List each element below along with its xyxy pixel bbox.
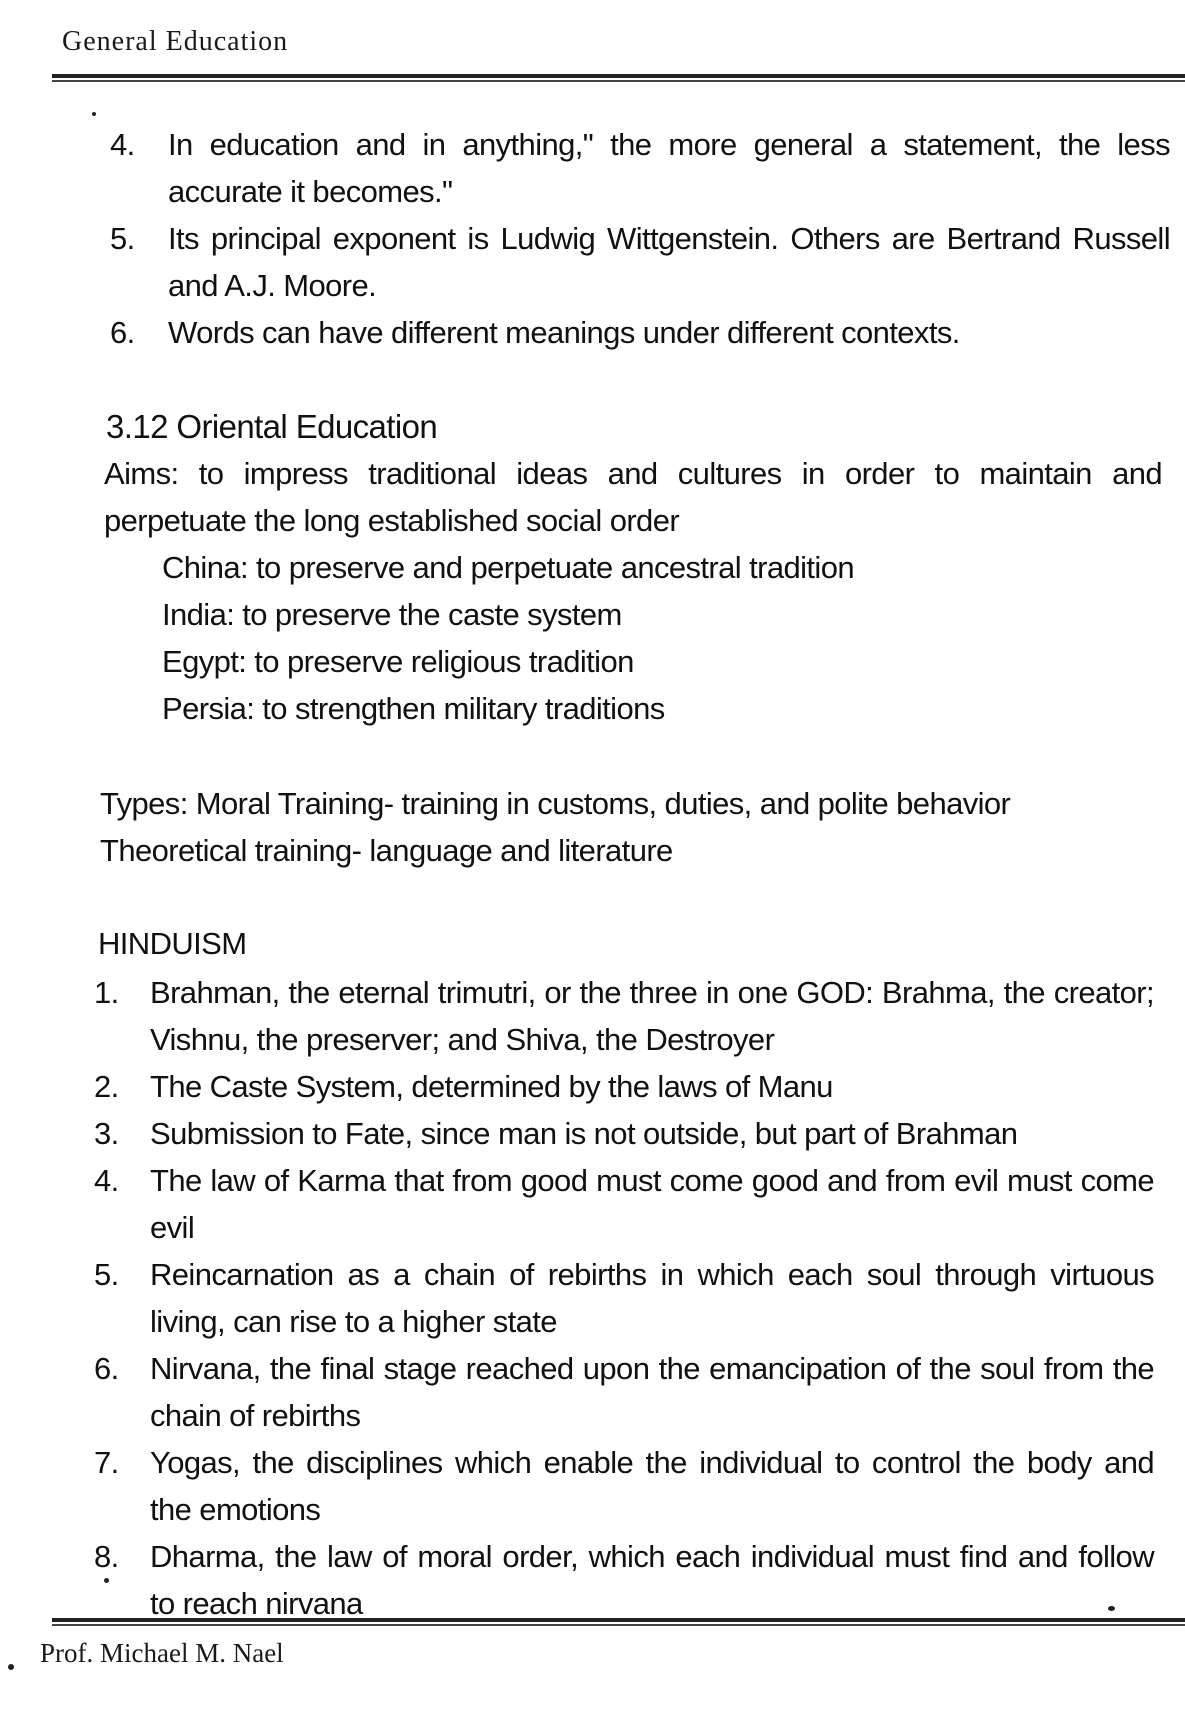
- list-item-number: 5.: [94, 1257, 119, 1292]
- list-item-number: 3.: [94, 1116, 119, 1151]
- list-item: [94, 1251, 1154, 1345]
- list-item-text: The law of Karma that from good must come good and from evil must come evil: [150, 1163, 1154, 1245]
- running-header-title: General Education: [62, 26, 289, 57]
- list-item-text: Nirvana, the final stage reached upon the emancipation of the soul from the chain of rebirths: [150, 1351, 1154, 1433]
- region-aim-item: Egypt: to preserve religious tradition: [162, 644, 634, 679]
- footer-author: Prof. Michael M. Nael: [40, 1638, 284, 1668]
- list-item-number: 7.: [94, 1445, 119, 1480]
- list-item: [94, 969, 1154, 1063]
- hinduism-numbered-list: [94, 969, 1154, 1627]
- list-item: [94, 1110, 1154, 1157]
- list-item: [110, 309, 1170, 356]
- list-item-number: 5.: [110, 221, 135, 256]
- list-item-text: Reincarnation as a chain of rebirths in which each soul through virtuous living, can rise to a higher state: [150, 1257, 1154, 1339]
- types-block: [100, 780, 1010, 874]
- list-item: [110, 215, 1170, 309]
- list-item-number: 2.: [94, 1069, 119, 1104]
- header-rule: [52, 74, 1185, 82]
- scan-speck: [8, 1664, 14, 1670]
- list-item-number: 4.: [94, 1163, 119, 1198]
- list-item-text: The Caste System, determined by the laws of Manu: [150, 1069, 833, 1104]
- scan-speck: [104, 1578, 109, 1583]
- list-item-number: 6.: [94, 1351, 119, 1386]
- region-aim-item: India: to preserve the caste system: [162, 597, 622, 632]
- region-aim-item: Persia: to strengthen military traditions: [162, 691, 665, 726]
- list-item: [94, 1439, 1154, 1533]
- list-item: [94, 1157, 1154, 1251]
- list-item: [94, 1345, 1154, 1439]
- types-line: Types: Moral Training- training in customs, duties, and polite behavior: [100, 786, 1011, 821]
- aims-paragraph: Aims: to impress traditional ideas and cultures in order to maintain and perpetuate the long established social order: [104, 456, 1162, 538]
- region-aims-list: [162, 544, 854, 732]
- list-item-number: 6.: [110, 315, 135, 350]
- list-item: [94, 1533, 1154, 1627]
- intro-numbered-list: [110, 121, 1170, 356]
- list-item-number: 1.: [94, 975, 119, 1010]
- list-item-text: In education and in anything," the more general a statement, the less accurate it becomes.": [168, 127, 1170, 209]
- list-item-number: 8.: [94, 1539, 119, 1574]
- list-item-text: Yogas, the disciplines which enable the individual to control the body and the emotions: [150, 1445, 1154, 1527]
- list-item-text: Submission to Fate, since man is not outside, but part of Brahman: [150, 1116, 1018, 1151]
- section-heading: 3.12 Oriental Education: [106, 408, 438, 445]
- list-item-text: Dharma, the law of moral order, which each individual must find and follow to reach nirvana: [150, 1539, 1154, 1621]
- list-item-text: Its principal exponent is Ludwig Wittgenstein. Others are Bertrand Russell and A.J. Moore.: [168, 221, 1170, 303]
- list-item: [94, 1063, 1154, 1110]
- scan-speck: [1108, 1606, 1115, 1611]
- region-aim-item: China: to preserve and perpetuate ancestral tradition: [162, 550, 854, 585]
- list-item-text: Brahman, the eternal trimutri, or the three in one GOD: Brahma, the creator; Vishnu, the preserver; and Shiva, the Destroyer: [150, 975, 1154, 1057]
- footer-rule: [52, 1618, 1185, 1626]
- types-line: Theoretical training- language and literature: [100, 833, 673, 868]
- list-item-text: Words can have different meanings under different contexts.: [168, 315, 960, 350]
- hinduism-heading: HINDUISM: [98, 926, 247, 961]
- scan-speck: [92, 112, 96, 116]
- list-item-number: 4.: [110, 127, 135, 162]
- list-item: [110, 121, 1170, 215]
